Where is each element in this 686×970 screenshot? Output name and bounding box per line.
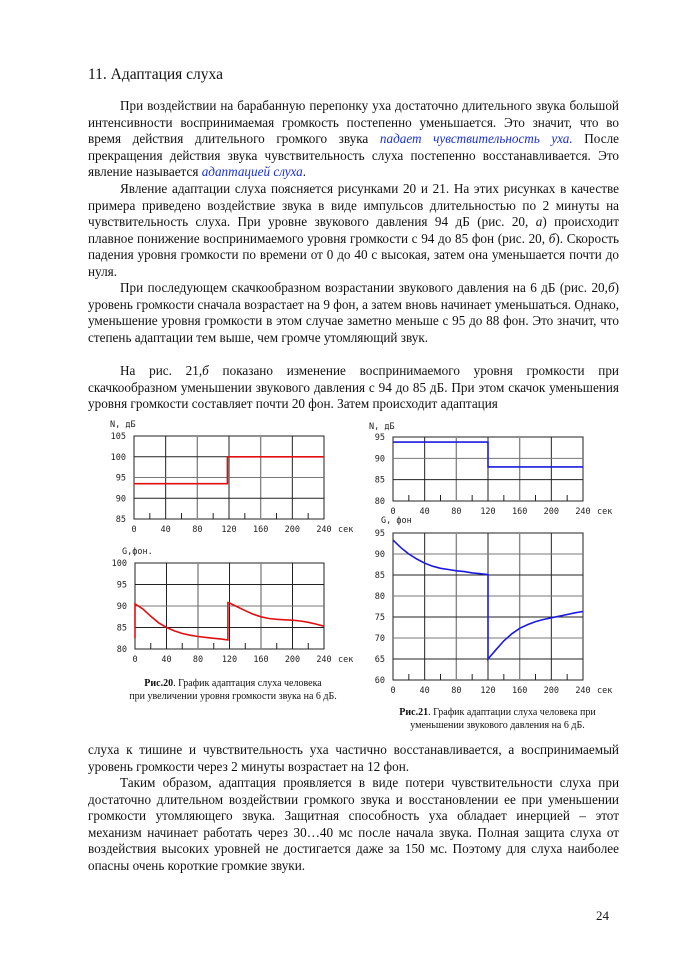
svg-text:160: 160 (511, 686, 528, 696)
chart-fig21b-svg (355, 514, 620, 700)
svg-text:100: 100 (111, 559, 127, 569)
figure21-caption (375, 706, 620, 732)
text: а (535, 214, 543, 230)
text: Таким образом, адаптация проявляется в виде потери чувствительности слуха при достаточно длительном воздействии громкого звука и восстановлении ее при уменьшении громкости утомляющего звука. Защитная способность уха обладает инерцией – этот механизм начинает работать через 30…40 мс после начала звука. Полная защита слуха от воздействия высоких уровней не достигается даже за 150 мс. Поэтому для слуха наиболее опасны очень короткие громкие звуки. (88, 775, 619, 873)
caption-line-2: уменьшении звукового давления на 6 дБ. (410, 720, 585, 731)
svg-text:0: 0 (390, 507, 396, 517)
svg-text:120: 120 (480, 686, 496, 696)
chart-fig20b-svg (100, 545, 360, 670)
term-sensitivity-drop: падает чувствительность уха. (379, 131, 573, 147)
svg-text:40: 40 (160, 525, 171, 535)
svg-text:0: 0 (132, 655, 138, 665)
text: б (607, 280, 615, 295)
text: б (202, 363, 209, 378)
svg-text:60: 60 (374, 676, 385, 686)
svg-text:105: 105 (110, 432, 126, 442)
svg-text:80: 80 (192, 655, 204, 665)
svg-text:95: 95 (116, 580, 127, 591)
svg-text:70: 70 (374, 634, 385, 644)
text: ) происходит плавное понижение воспринимаемого уровня громкости с 94 до 85 фон (рис. 20, (88, 214, 619, 246)
svg-text:120: 120 (480, 507, 496, 517)
svg-text:120: 120 (221, 525, 237, 535)
page-number: 24 (596, 908, 609, 923)
y-axis-label: N, дБ (110, 420, 136, 430)
svg-text:200: 200 (543, 686, 560, 696)
text: Явление адаптации слуха поясняется рисунками 20 и 21. На этих рисунках в качестве примера приведено воздействие звука в виде импульсов длительностью по 2 минуты на чувствительность слуха. При уровне звукового давления 94 дБ (рис. 20, (88, 181, 619, 230)
svg-text:200: 200 (543, 507, 560, 517)
chart-fig20b (100, 545, 360, 670)
text: б (548, 230, 556, 246)
text: При последующем скачкообразном возрастании звукового давления на 6 дБ (рис. 20, (120, 280, 608, 295)
paragraph-3 (88, 280, 619, 346)
y-axis-label: G,фон. (122, 547, 153, 557)
svg-text:75: 75 (374, 613, 385, 623)
svg-text:95: 95 (374, 529, 385, 539)
svg-text:80: 80 (451, 686, 462, 696)
svg-text:90: 90 (115, 494, 126, 505)
section-title: 11. Адаптация слуха (88, 66, 223, 83)
text: . (302, 164, 307, 180)
svg-text:80: 80 (374, 592, 385, 602)
paragraph-5 (88, 742, 619, 775)
svg-text:240: 240 (316, 525, 332, 535)
svg-text:95: 95 (374, 433, 385, 443)
svg-text:160: 160 (252, 525, 269, 535)
svg-text:160: 160 (511, 507, 528, 517)
svg-text:80: 80 (374, 497, 385, 507)
svg-text:сек: сек (338, 655, 354, 665)
svg-text:200: 200 (284, 525, 301, 535)
svg-text:85: 85 (374, 475, 385, 486)
paragraph-6 (88, 775, 619, 875)
svg-text:240: 240 (575, 507, 591, 517)
svg-text:240: 240 (316, 655, 332, 665)
svg-text:240: 240 (575, 686, 591, 696)
y-axis-label: N, дБ (369, 422, 395, 432)
svg-text:0: 0 (131, 525, 137, 535)
svg-text:85: 85 (374, 571, 385, 581)
caption-line-2: при увеличении уровня громкости звука на 6 дБ. (129, 691, 337, 702)
svg-text:40: 40 (419, 686, 430, 696)
svg-text:85: 85 (116, 623, 127, 634)
text: ). Скорость падения уровня громкости по времени от 0 до 40 с высокая, затем она уменьшается почти до нуля. (88, 230, 619, 279)
figure-label: Рис.21 (399, 707, 429, 718)
svg-text:сек: сек (597, 507, 613, 517)
svg-text:80: 80 (116, 645, 127, 655)
figure-label: Рис.20 (144, 678, 174, 689)
svg-text:сек: сек (597, 686, 613, 696)
text: показано изменение воспринимаемого уровня громкости при скачкообразном уменьшении звукового давления с 94 до 85 дБ. При этом скачок уменьшения уровня громкости составляет почти 20 фон. Затем происходит адаптация (88, 363, 619, 412)
paragraph-2 (88, 181, 619, 281)
svg-text:40: 40 (419, 507, 430, 517)
svg-text:80: 80 (192, 525, 203, 535)
svg-text:90: 90 (116, 602, 127, 612)
paragraph-1 (88, 98, 619, 181)
svg-text:85: 85 (115, 515, 126, 525)
text: При воздействии на барабанную перепонку уха достаточно длительного звука большой интенсивности воспринимаемая громкость постепенно уменьшается. Это значит, что во время действия длительного громкого звука (88, 98, 619, 147)
svg-text:200: 200 (284, 655, 301, 665)
chart-fig20a (100, 418, 360, 540)
chart-fig21b (355, 514, 620, 700)
caption-text: . График адаптации слуха человека при (428, 707, 596, 718)
term-hearing-adaptation: адаптацией слуха (201, 164, 303, 180)
chart-fig21a (355, 418, 620, 522)
chart-fig21a-svg (355, 418, 620, 522)
svg-text:сек: сек (338, 525, 354, 535)
svg-text:80: 80 (451, 507, 462, 517)
svg-text:40: 40 (161, 655, 172, 665)
caption-text: . График адаптация слуха человека (173, 678, 322, 689)
y-axis-label: G, фон (381, 516, 412, 526)
text: На рис. 21, (120, 363, 203, 378)
svg-text:100: 100 (110, 452, 126, 463)
svg-text:95: 95 (115, 473, 126, 484)
paragraph-4 (88, 363, 619, 413)
text: После прекращения действия звука чувствительность слуха постепенно восстанавливается. Это явление называется (88, 131, 620, 180)
chart-fig20a-svg (100, 418, 360, 540)
svg-text:90: 90 (374, 454, 385, 465)
text: слуха к тишине и чувствительность уха частично восстанавливается, а воспринимаемый уровень громкости через 2 минуты возрастает на 12 фон. (88, 742, 619, 774)
svg-text:0: 0 (390, 686, 396, 696)
text: ) уровень громкости сначала возрастает на 9 фон, а затем вновь начинает уменьшаться. Однако, уменьшение уровня громкости в этом случае заметно меньше с 95 до 88 фон. Это значит, что степень адаптации тем выше, чем громче утомляющий звук. (88, 280, 619, 345)
svg-text:65: 65 (374, 655, 385, 665)
svg-text:90: 90 (374, 550, 385, 560)
svg-text:120: 120 (221, 655, 238, 665)
svg-text:160: 160 (253, 655, 269, 665)
figure20-caption (108, 677, 358, 703)
